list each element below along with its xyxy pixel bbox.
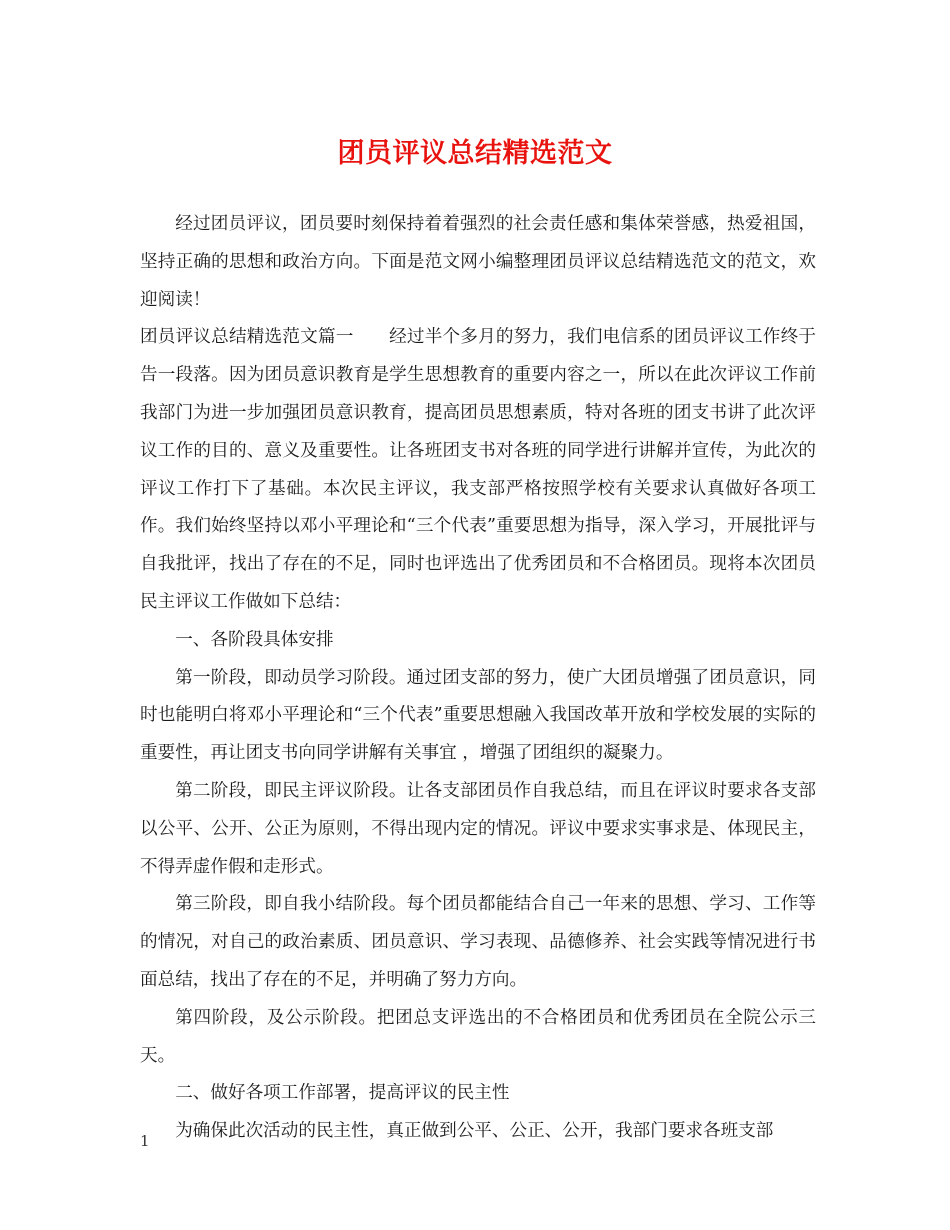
section-paragraph-1: 团员评议总结精选范文篇一 经过半个多月的努力，我们电信系的团员评议工作终于告一段落。因为团员意识教育是学生思想教育的重要内容之一，所以在此次评议工作前我部门为进一步加强团员意识教育，提高团员思想素质，特对各班的团支书讲了此次评议工作的目的、意义及重要性。让各班团支书对各班的同学进行讲解并宣传，为此次的评议工作打下了基础。本次民主评议，我支部严格按照学校有关要求认真做好各项工作。我们始终坚持以邓小平理论和“三个代表”重要思想为指导，深入学习，开展批评与自我批评，找出了存在的不足，同时也评选出了优秀团员和不合格团员。现将本次团员民主评议工作做如下总结： bbox=[140, 327, 816, 612]
intro-paragraph: 经过团员评议，团员要时刻保持着着强烈的社会责任感和集体荣誉感，热爱祖国，坚持正确的思想和政治方向。下面是范文网小编整理团员评议总结精选范文的范文，欢迎阅读！ bbox=[140, 214, 816, 310]
document-body bbox=[140, 206, 816, 1151]
page-title: 团员评议总结精选范文 bbox=[337, 138, 613, 169]
paragraph-stage-one: 第一阶段，即动员学习阶段。通过团支部的努力，使广大团员增强了团员意识，同时也能明白将邓小平理论和“三个代表”重要思想融入我国改革开放和学校发展的实际的重要性，再让团支书向同学讲解有关事宜 ，增强了团组织的凝聚力。 bbox=[140, 667, 816, 764]
heading-stage-arrangement: 一、各阶段具体安排 bbox=[175, 629, 334, 650]
paragraph-stage-three: 第三阶段，即自我小结阶段。每个团员都能结合自己一年来的思想、学习、工作等的情况，对自己的政治素质、团员意识、学习表现、品德修养、社会实践等情况进行书面总结，找出了存在的不足，并明确了努力方向。 bbox=[140, 894, 816, 990]
paragraph-stage-two: 第二阶段，即民主评议阶段。让各支部团员作自我总结，而且在评议时要求各支部以公平、公开、公正为原则，不得出现内定的情况。评议中要求实事求是、体现民主，不得弄虚作假和走形式。 bbox=[140, 780, 816, 877]
paragraph-democracy: 为确保此次活动的民主性，真正做到公平、公正、公开，我部门要求各班支部 bbox=[175, 1121, 774, 1142]
heading-democratic-work: 二、做好各项工作部署，提高评议的民主性 bbox=[175, 1083, 510, 1104]
paragraph-stage-four: 第四阶段，及公示阶段。把团总支评选出的不合格团员和优秀团员在全院公示三天。 bbox=[140, 1007, 816, 1066]
page-number: 1 bbox=[140, 1132, 150, 1150]
